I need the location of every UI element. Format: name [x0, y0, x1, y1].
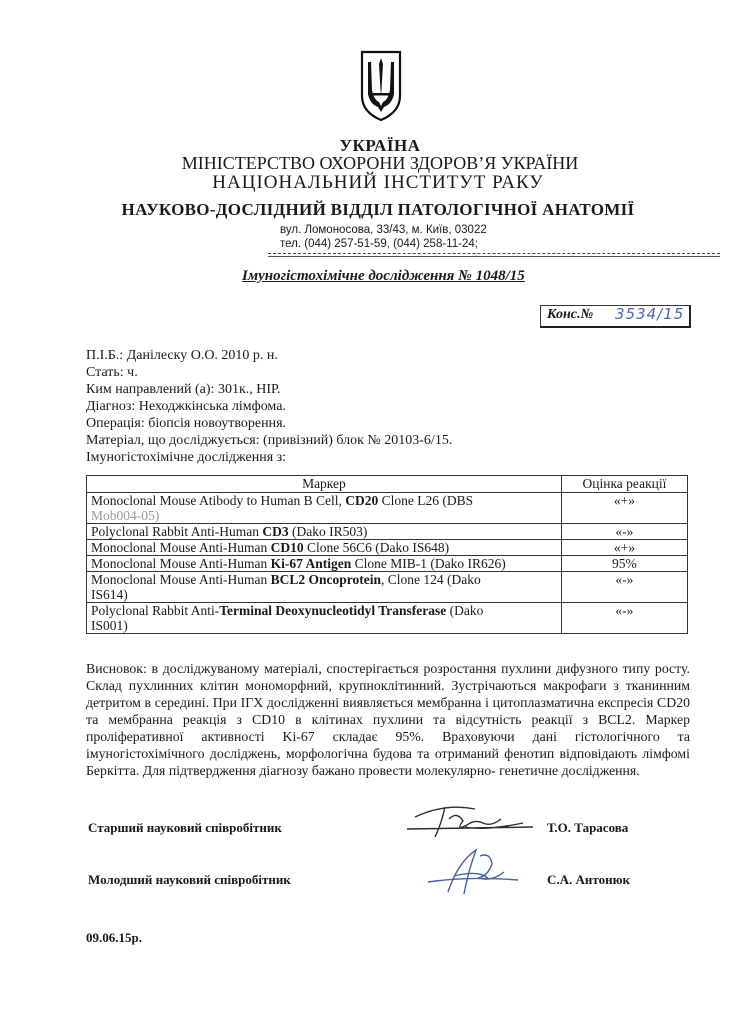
header-ministry: МІНІСТЕРСТВО ОХОРОНИ ЗДОРОВ’Я УКРАЇНИ [181, 153, 579, 173]
table-row [87, 524, 688, 540]
marker-result: «+» [561, 540, 687, 556]
table-row [87, 556, 688, 572]
marker-text: Mob004-05) [91, 508, 160, 523]
header-institute: НАЦІОНАЛЬНИЙ ІНСТИТУТ РАКУ [212, 172, 544, 193]
column-header-marker: Маркер [87, 476, 562, 493]
marker-text: (Dako IR503) [288, 524, 368, 539]
marker-text: Polyclonal Rabbit Anti- [91, 603, 220, 618]
markers-table [86, 475, 688, 634]
marker-text: , Clone 124 (Dako [381, 572, 481, 587]
document-title: Імуногістохімічне дослідження № 1048/15 [242, 268, 525, 284]
signature-name-antonyuk: С.А. Антонюк [547, 872, 631, 887]
header-divider [268, 253, 720, 254]
patient-material: Матеріал, що досліджується: (привізний) блок № 20103-6/15. [86, 433, 453, 448]
marker-text: Monoclonal Mouse Anti-Human [91, 556, 271, 571]
table-row [87, 493, 688, 524]
marker-result: 95% [561, 556, 687, 572]
coat-of-arms-icon [358, 50, 404, 122]
signature-title-senior: Старший науковий співробітник [88, 820, 282, 835]
signature-title-junior: Молодший науковий співробітник [88, 872, 291, 887]
patient-name: П.І.Б.: Данілеску О.О. 2010 р. н. [86, 348, 278, 363]
marker-text: IS001) [91, 618, 128, 633]
column-header-result: Оцінка реакції [561, 476, 687, 493]
marker-text: Clone MIB-1 (Dako IR626) [351, 556, 506, 571]
consultation-label: Конс.№ [547, 307, 594, 322]
marker-text: Monoclonal Mouse Atibody to Human B Cell, [91, 493, 346, 508]
study-intro: Імуногістохімічне дослідження з: [86, 450, 287, 465]
marker-name: CD20 [345, 493, 379, 508]
header-divider-solid [268, 256, 720, 257]
marker-text: Polyclonal Rabbit Anti-Human [91, 524, 263, 539]
consultation-box [540, 305, 691, 328]
document-date: 09.06.15р. [86, 930, 142, 945]
signature-tarasova [405, 797, 535, 845]
marker-result: «-» [561, 524, 687, 540]
conclusion-text: Висновок: в досліджуваному матеріалі, спостерігається розростання пухлини дифузного типу росту. Склад пухлинних клітин мономорфний, крупноклітинний. Зустрічаються макрофаги з тканинним детритом в середині. При ІГХ дослідженні виявляється мембранна і цитоплазматична експресія CD20 та мембранна реакція з CD10 в клітинах пухлини та відсутність реакції з BCL2. Маркер проліферативної активності Ki-67 складає 95%. Враховуючи дані гістологічного та імуногістохімічного досліджень, морфологічна будова та отриманий фенотип відповідають лімфомі Беркітта. Для підтвердження діагнозу бажано провести молекулярно- генетичне дослідження. [86, 661, 690, 778]
signature-antonyuk [418, 842, 528, 902]
marker-result: «-» [561, 603, 687, 634]
marker-text: (Dako [446, 603, 484, 618]
marker-result: «+» [561, 493, 687, 524]
table-row [87, 572, 688, 603]
marker-name: Terminal Deoxynucleotidyl Transferase [219, 603, 447, 618]
marker-text: Clone 56C6 (Dako IS648) [303, 540, 450, 555]
signature-name-tarasova: Т.О. Тарасова [547, 820, 629, 835]
table-row [87, 603, 688, 634]
marker-name: CD10 [270, 540, 304, 555]
header-phones: тел. (044) 257-51-59, (044) 258-11-24; [280, 238, 478, 250]
marker-text: IS614) [91, 587, 128, 602]
header-address: вул. Ломоносова, 33/43, м. Київ, 03022 [280, 224, 487, 236]
marker-text: Monoclonal Mouse Anti-Human [91, 540, 271, 555]
patient-operation: Операція: біопсія новоутворення. [86, 416, 287, 431]
patient-diagnosis: Діагноз: Неходжкінська лімфома. [86, 399, 286, 414]
table-row [87, 540, 688, 556]
marker-text: Clone L26 (DBS [378, 493, 474, 508]
consultation-number: 3534/15 [615, 305, 685, 323]
table-header-row [87, 476, 688, 493]
header-department: НАУКОВО-ДОСЛІДНИЙ ВІДДІЛ ПАТОЛОГІЧНОЇ АНАТОМІЇ [121, 200, 635, 219]
patient-sex: Стать: ч. [86, 365, 138, 380]
marker-name: Ki-67 Antigen [270, 556, 352, 571]
marker-text: Monoclonal Mouse Anti-Human [91, 572, 271, 587]
patient-referred: Ким направлений (а): 301к., НІР. [86, 382, 281, 397]
marker-name: CD3 [262, 524, 289, 539]
header-country: УКРАЇНА [339, 136, 421, 155]
marker-result: «-» [561, 572, 687, 603]
marker-name: BCL2 Oncoprotein [270, 572, 381, 587]
